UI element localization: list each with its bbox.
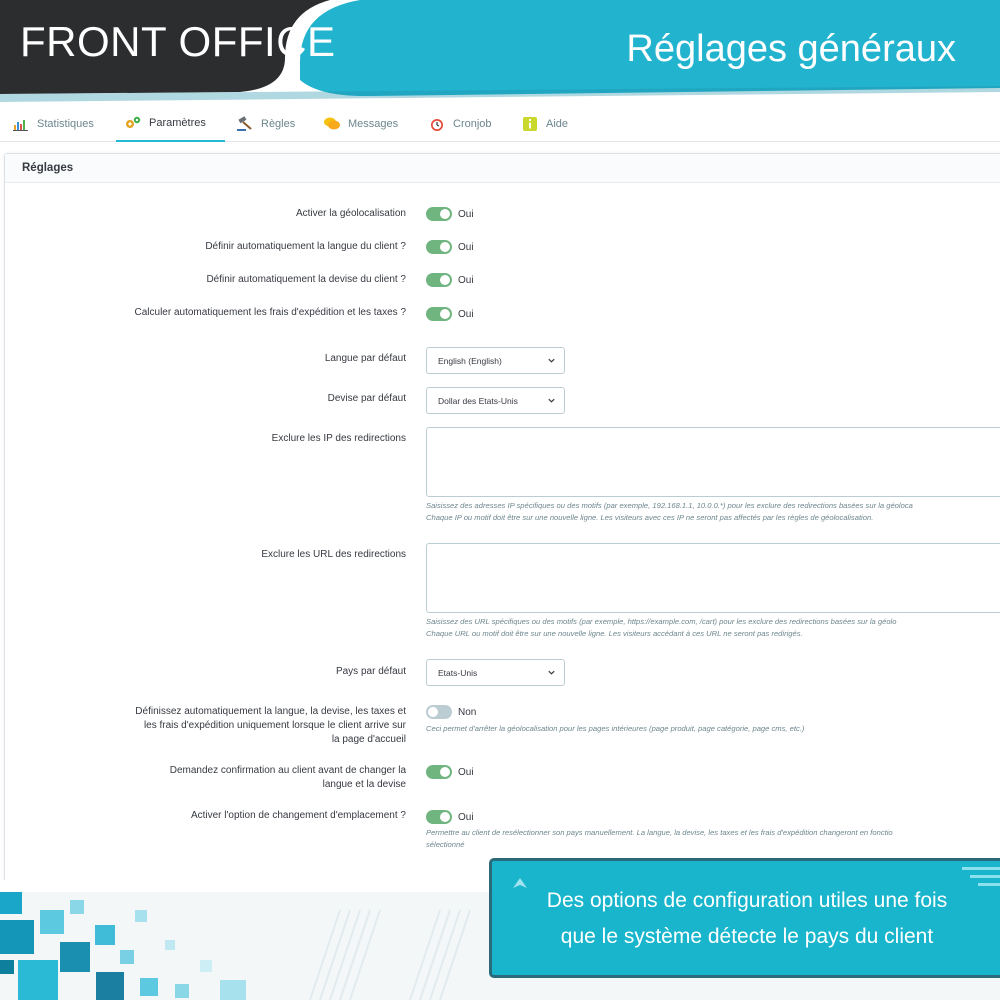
toggle-value: Oui xyxy=(458,274,474,286)
chevron-down-icon xyxy=(547,356,556,365)
tab-statistiques[interactable] xyxy=(12,106,94,142)
geolocation-toggle[interactable] xyxy=(426,207,474,221)
banner xyxy=(0,0,1000,105)
landing-only-help: Ceci permet d'arrêter la géolocalisation pour les pages intérieures (page produit, page catégorie, page cms, etc.) xyxy=(426,724,805,733)
toggle-switch[interactable] xyxy=(426,240,452,254)
alarm-clock-icon xyxy=(428,115,446,133)
chevron-down-icon xyxy=(547,396,556,405)
auto-shipping-label: Calculer automatiquement les frais d'expédition et les taxes ? xyxy=(134,307,406,318)
gavel-icon xyxy=(236,115,254,133)
tab-aide[interactable] xyxy=(521,106,568,142)
callout-text xyxy=(492,883,1000,955)
default-language-label: Langue par défaut xyxy=(324,353,406,364)
exclude-ip-label: Exclure les IP des redirections xyxy=(271,433,406,444)
default-currency-label: Devise par défaut xyxy=(327,393,406,404)
select-value: Dollar des Etats-Unis xyxy=(438,395,518,406)
info-icon xyxy=(521,115,539,133)
landing-only-label xyxy=(135,705,406,747)
toggle-value: Oui xyxy=(458,811,474,823)
label-line: la page d'accueil xyxy=(331,734,406,745)
label-line: langue et la devise xyxy=(322,779,406,790)
tab-label: Règles xyxy=(261,118,296,130)
panel-title: Réglages xyxy=(5,154,1000,183)
tab-label: Statistiques xyxy=(37,118,94,130)
change-location-help-1: Permettre au client de resélectionner son pays manuellement. La langue, la devise, les taxes et les frais d'expédition changeront en fonctio xyxy=(426,828,893,837)
select-value: Etats-Unis xyxy=(438,667,478,678)
callout-line-1: Des options de configuration utiles une fois xyxy=(546,889,948,912)
exclude-ip-textarea[interactable] xyxy=(426,427,1000,497)
confirm-label xyxy=(170,764,406,792)
chevron-down-icon xyxy=(547,668,556,677)
change-location-label: Activer l'option de changement d'emplacement ? xyxy=(190,810,406,821)
auto-currency-label: Définir automatiquement la devise du client ? xyxy=(206,274,406,285)
toggle-switch[interactable] xyxy=(426,207,452,221)
toggle-switch[interactable] xyxy=(426,307,452,321)
exclude-ip-help-1: Saisissez des adresses IP spécifiques ou des motifs (par exemple, 192.168.1.1, 10.0.0.*) pour les exclure des redirections basées sur la géoloca xyxy=(426,501,913,510)
chat-bubbles-icon xyxy=(323,115,341,133)
geolocation-label: Activer la géolocalisation xyxy=(295,208,406,219)
label-line: Demandez confirmation au client avant de changer la xyxy=(169,765,406,776)
tab-label: Paramètres xyxy=(149,117,206,129)
toggle-value: Oui xyxy=(458,241,474,253)
label-line: Définissez automatiquement la langue, la devise, les taxes et xyxy=(135,706,406,717)
label-line: les frais d'expédition uniquement lorsque le client arrive sur xyxy=(143,720,406,731)
banner-right-title: Réglages généraux xyxy=(626,28,956,70)
default-country-label: Pays par défaut xyxy=(335,666,406,677)
exclude-url-label: Exclure les URL des redirections xyxy=(261,549,406,560)
exclude-url-help-2: Chaque URL ou motif doit être sur une nouvelle ligne. Les visiteurs accédant à ces URL ne seront pas redirigés. xyxy=(426,629,803,638)
toggle-value: Oui xyxy=(458,766,474,778)
tab-bar xyxy=(0,106,1000,142)
exclude-url-help-1: Saisissez des URL spécifiques ou des motifs (par exemple, https://example.com, /cart) pour les exclure des redirections basées sur la géolo xyxy=(426,617,897,626)
toggle-value: Oui xyxy=(458,208,474,220)
toggle-value: Oui xyxy=(458,308,474,320)
auto-currency-toggle[interactable] xyxy=(426,273,474,287)
tab-cronjob[interactable] xyxy=(428,106,492,142)
toggle-switch[interactable] xyxy=(426,810,452,824)
change-location-help-2: sélectionné xyxy=(426,840,465,849)
bar-chart-icon xyxy=(12,115,30,133)
banner-left-title: FRONT OFFICE xyxy=(20,18,336,65)
tab-regles[interactable] xyxy=(236,106,295,142)
default-currency-select[interactable] xyxy=(426,387,565,414)
select-value: English (English) xyxy=(438,355,502,366)
tab-messages[interactable] xyxy=(323,106,398,142)
auto-shipping-toggle[interactable] xyxy=(426,307,474,321)
default-country-select[interactable] xyxy=(426,659,565,686)
toggle-switch[interactable] xyxy=(426,765,452,779)
exclude-ip-help-2: Chaque IP ou motif doit être sur une nouvelle ligne. Les visiteurs avec ces IP ne seront pas affectés par les règles de géolocalisation. xyxy=(426,513,874,522)
toggle-switch[interactable] xyxy=(426,273,452,287)
exclude-url-textarea[interactable] xyxy=(426,543,1000,613)
change-location-toggle[interactable] xyxy=(426,810,474,824)
tab-label: Messages xyxy=(348,118,399,130)
gears-icon xyxy=(124,114,142,132)
landing-only-toggle[interactable] xyxy=(426,705,476,719)
tab-label: Aide xyxy=(546,118,569,130)
confirm-toggle[interactable] xyxy=(426,765,474,779)
auto-language-toggle[interactable] xyxy=(426,240,474,254)
default-language-select[interactable] xyxy=(426,347,565,374)
tab-parametres[interactable] xyxy=(116,106,225,142)
info-callout xyxy=(489,858,1000,978)
auto-language-label: Définir automatiquement la langue du client ? xyxy=(205,241,406,252)
toggle-switch[interactable] xyxy=(426,705,452,719)
callout-line-2: que le système détecte le pays du client xyxy=(560,925,934,948)
toggle-value: Non xyxy=(458,706,477,718)
tab-label: Cronjob xyxy=(453,118,492,130)
